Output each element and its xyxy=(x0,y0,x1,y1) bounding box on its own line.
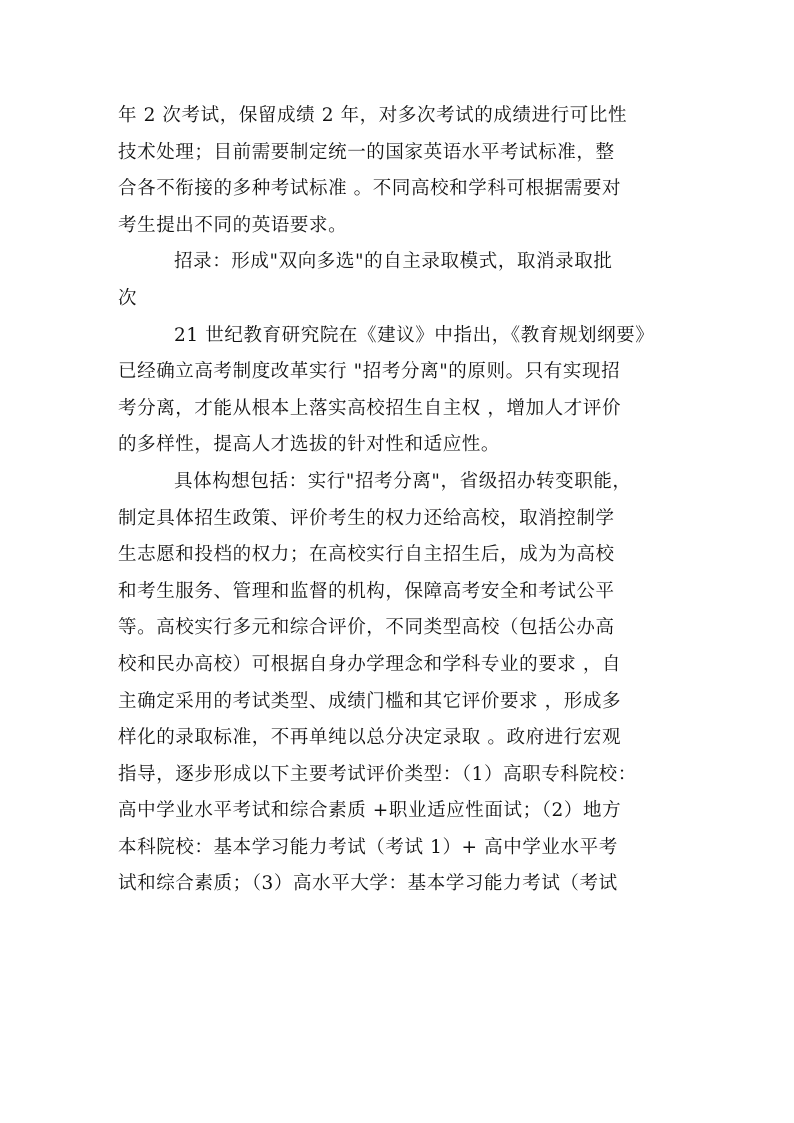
text-line: 21 世纪教育研究院在《建议》中指出，《教育规划纲要》 xyxy=(174,324,655,346)
text-line: 高中学业水平考试和综合素质 +职业适应性面试；（2）地方 xyxy=(118,800,622,822)
text-line: 指导，逐步形成以下主要考试评价类型：（1）高职专科院校： xyxy=(118,763,637,785)
text-line: 的多样性，提高人才选拔的针对性和适应性。 xyxy=(118,434,501,456)
section-heading: 招录：形成"双向多选"的自主录取模式，取消录取批 xyxy=(174,251,613,273)
text-line: 校和民办高校）可根据自身办学理念和学科专业的要求 ，自 xyxy=(118,653,622,675)
text-line: 具体构想包括：实行"招考分离"，省级招办转变职能， xyxy=(174,470,632,492)
text-line: 本科院校：基本学习能力考试（考试 1）+ 高中学业水平考 xyxy=(118,836,618,858)
text-line: 合各不衔接的多种考试标准 。不同高校和学科可根据需要对 xyxy=(118,178,622,200)
text-line: 考生提出不同的英语要求。 xyxy=(118,214,348,236)
body-text xyxy=(118,98,688,903)
text-line: 技术处理；目前需要制定统一的国家英语水平考试标准，整 xyxy=(118,141,615,163)
text-line: 已经确立高考制度改革实行 "招考分离"的原则。只有实现招 xyxy=(118,361,621,383)
section-heading-continued: 次 xyxy=(118,287,138,309)
text-line: 制定具体招生政策、评价考生的权力还给高校，取消控制学 xyxy=(118,507,615,529)
text-line: 等。高校实行多元和综合评价，不同类型高校（包括公办高 xyxy=(118,617,615,639)
text-line: 试和综合素质；（3）高水平大学：基本学习能力考试（考试 xyxy=(118,873,618,895)
text-line: 生志愿和投档的权力；在高校实行自主招生后，成为为高校 xyxy=(118,544,615,566)
text-line: 样化的录取标准，不再单纯以总分决定录取 。政府进行宏观 xyxy=(118,727,622,749)
text-line: 考分离，才能从根本上落实高校招生自主权 ，增加人才评价 xyxy=(118,397,622,419)
text-line: 主确定采用的考试类型、成绩门槛和其它评价要求 ，形成多 xyxy=(118,690,622,712)
text-line: 和考生服务、管理和监督的机构，保障高考安全和考试公平 xyxy=(118,580,615,602)
text-line: 年 2 次考试，保留成绩 2 年，对多次考试的成绩进行可比性 xyxy=(118,105,628,126)
